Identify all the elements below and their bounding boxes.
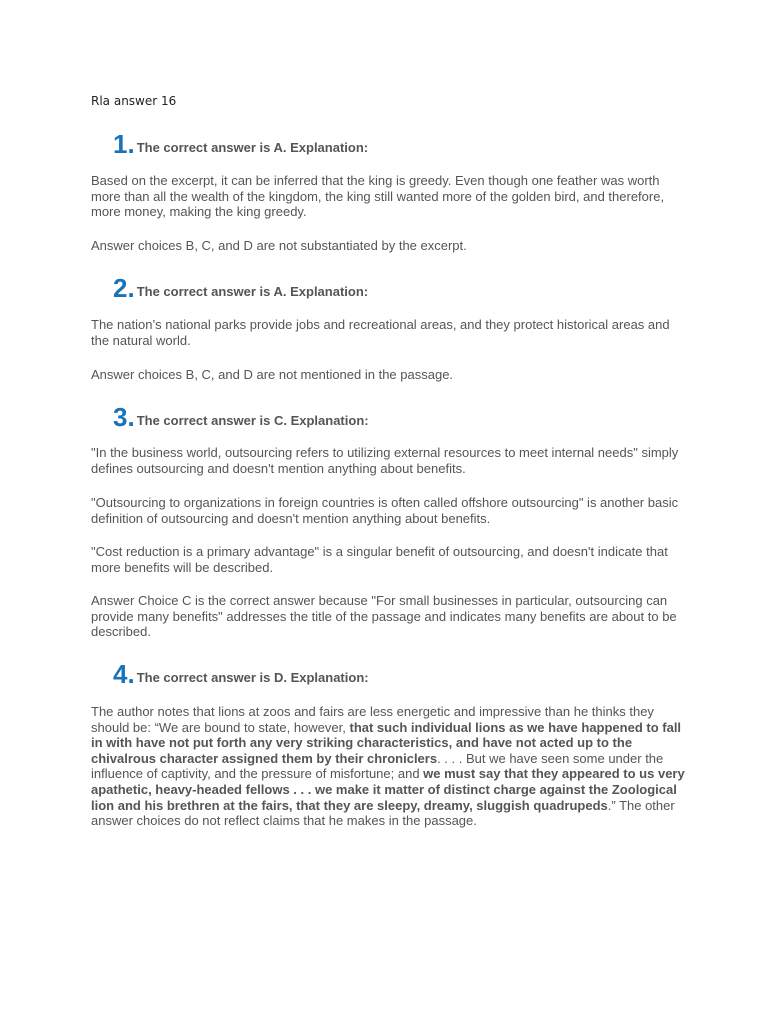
explanation-paragraph: Based on the excerpt, it can be inferred that the king is greedy. Even though one feather was worth more than all the wealth of the kingdom, the king still wanted more of the golden bird, and therefore, more money, making the king greedy. (91, 173, 665, 220)
explanation-text: The author notes that lions at zoos and fairs are less energetic and impressive than he thinks they should be: “We are bound to state, however, (91, 704, 654, 735)
explanation-paragraph: Answer Choice C is the correct answer because "For small businesses in particular, outsourcing can provide many benefits" addresses the title of the passage and indicates many benefits are about to be described. (91, 593, 677, 640)
question-3-heading (113, 402, 369, 430)
question-number: 2. (113, 273, 135, 303)
question-answer-label: The correct answer is A. Explanation: (136, 140, 369, 155)
explanation-paragraph: Answer choices B, C, and D are not substantiated by the excerpt. (91, 238, 467, 253)
question-answer-label: The correct answer is A. Explanation: (136, 284, 369, 299)
explanation-text: . . . . But we have seen some under the influence of captivity, and the pressure of misfortune; and (91, 750, 664, 782)
question-answer-label: The correct answer is C. Explanation: (136, 413, 369, 428)
explanation-paragraph: "In the business world, outsourcing refers to utilizing external resources to meet internal needs" simply defines outsourcing and doesn't mention anything about benefits. (91, 445, 679, 476)
explanation-paragraph (91, 704, 691, 829)
explanation-paragraph: Answer choices B, C, and D are not mentioned in the passage. (91, 367, 454, 382)
question-number: 1. (113, 129, 135, 159)
quoted-excerpt-bold: we must say that they appeared to us very apathetic, heavy-headed fellows . . . we make it matter of distinct charge against the Zoological lion and his brethren at the fairs, that they are sleepy, dreamy, sluggish quadrupeds (91, 766, 685, 813)
question-answer-label: The correct answer is D. Explanation: (136, 670, 369, 685)
explanation-paragraph: "Cost reduction is a primary advantage" is a singular benefit of outsourcing, and doesn't indicate that more benefits will be described. (91, 544, 668, 575)
question-number: 3. (113, 402, 135, 432)
explanation-text: .” The other answer choices do not reflect claims that he makes in the passage. (91, 797, 675, 829)
question-4-heading (113, 659, 369, 687)
question-1-heading (113, 129, 368, 157)
explanation-paragraph: "Outsourcing to organizations in foreign countries is often called offshore outsourcing" is another basic definition of outsourcing and doesn't mention anything about benefits. (91, 495, 679, 526)
question-2-heading (113, 273, 368, 301)
quoted-excerpt-bold: that such individual lions as we have happened to fall in with have not put forth any very striking characteristics, and have not acted up to the chivalrous character assigned them by their chroniclers (91, 719, 682, 766)
document-title: Rla answer 16 (91, 94, 177, 108)
question-number: 4. (113, 659, 135, 689)
explanation-paragraph: The nation’s national parks provide jobs and recreational areas, and they protect historical areas and the natural world. (91, 317, 670, 348)
